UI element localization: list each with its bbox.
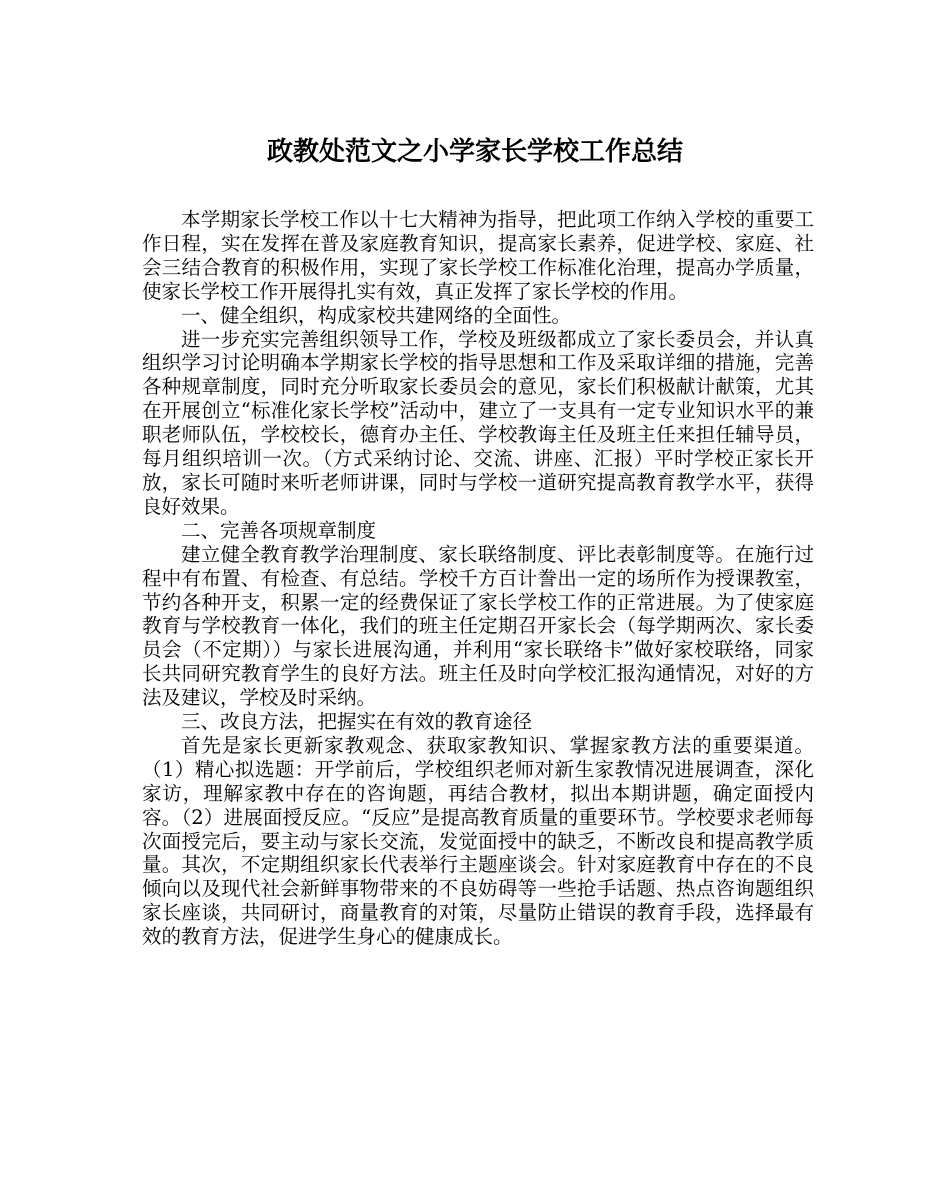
document-title: 政教处范文之小学家长学校工作总结 [266, 137, 683, 167]
section-paragraph-3: 首先是家长更新家教观念、获取家教知识、掌握家教方法的重要渠道。（1）精心拟选题：开学前后，学校组织老师对新生家教情况进展调查，深化家访，理解家教中存在的咨询题，再结合教材，拟出本期讲题，确定面授内容。（2）进展面授反应。“反应”是提高教育质量的重要环节。学校要求老师每次面授完后，要主动与家长交流，发觉面授中的缺乏，不断改良和提高教学质量。其次，不定期组织家长代表举行主题座谈会。针对家庭教育中存在的不良倾向以及现代社会新鲜事物带来的不良妨碍等一些抢手话题、热点咨询题组织家长座谈，共同研讨，商量教育的对策，尽量防止错误的教育手段，选择最有效的教育方法，促进学生身心的健康成长。 [142, 733, 814, 949]
intro-paragraph: 本学期家长学校工作以十七大精神为指导，把此项工作纳入学校的重要工作日程，实在发挥在普及家庭教育知识，提高家长素养，促进学校、家庭、社会三结合教育的积极作用，实现了家长学校工作标准化治理，提高办学质量，使家长学校工作开展得扎实有效，真正发挥了家长学校的作用。 [142, 208, 814, 303]
document-body [142, 208, 814, 949]
section-heading-1: 一、健全组织，构成家校共建网络的全面性。 [181, 303, 572, 327]
section-heading-3: 三、改良方法，把握实在有效的教育途径 [181, 710, 533, 734]
section-heading-2: 二、完善各项规章制度 [181, 518, 377, 542]
section-paragraph-2: 建立健全教育教学治理制度、家长联络制度、评比表彰制度等。在施行过程中有布置、有检查、有总结。学校千方百计誊出一定的场所作为授课教室，节约各种开支，积累一定的经费保证了家长学校工作的正常进展。为了使家庭教育与学校教育一体化，我们的班主任定期召开家长会（每学期两次、家长委员会（不定期））与家长进展沟通，并利用“家长联络卡”做好家校联络，同家长共同研究教育学生的良好方法。班主任及时向学校汇报沟通情况，对好的方法及建议，学校及时采纳。 [142, 542, 814, 710]
section-paragraph-1: 进一步充实完善组织领导工作，学校及班级都成立了家长委员会，并认真组织学习讨论明确本学期家长学校的指导思想和工作及采取详细的措施，完善各种规章制度，同时充分听取家长委员会的意见，家长们积极献计献策，尤其在开展创立“标准化家长学校”活动中，建立了一支具有一定专业知识水平的兼职老师队伍，学校校长，德育办主任、学校教诲主任及班主任来担任辅导员，每月组织培训一次。（方式采纳讨论、交流、讲座、汇报）平时学校正家长开放，家长可随时来听老师讲课，同时与学校一道研究提高教育教学水平，获得良好效果。 [142, 327, 814, 518]
